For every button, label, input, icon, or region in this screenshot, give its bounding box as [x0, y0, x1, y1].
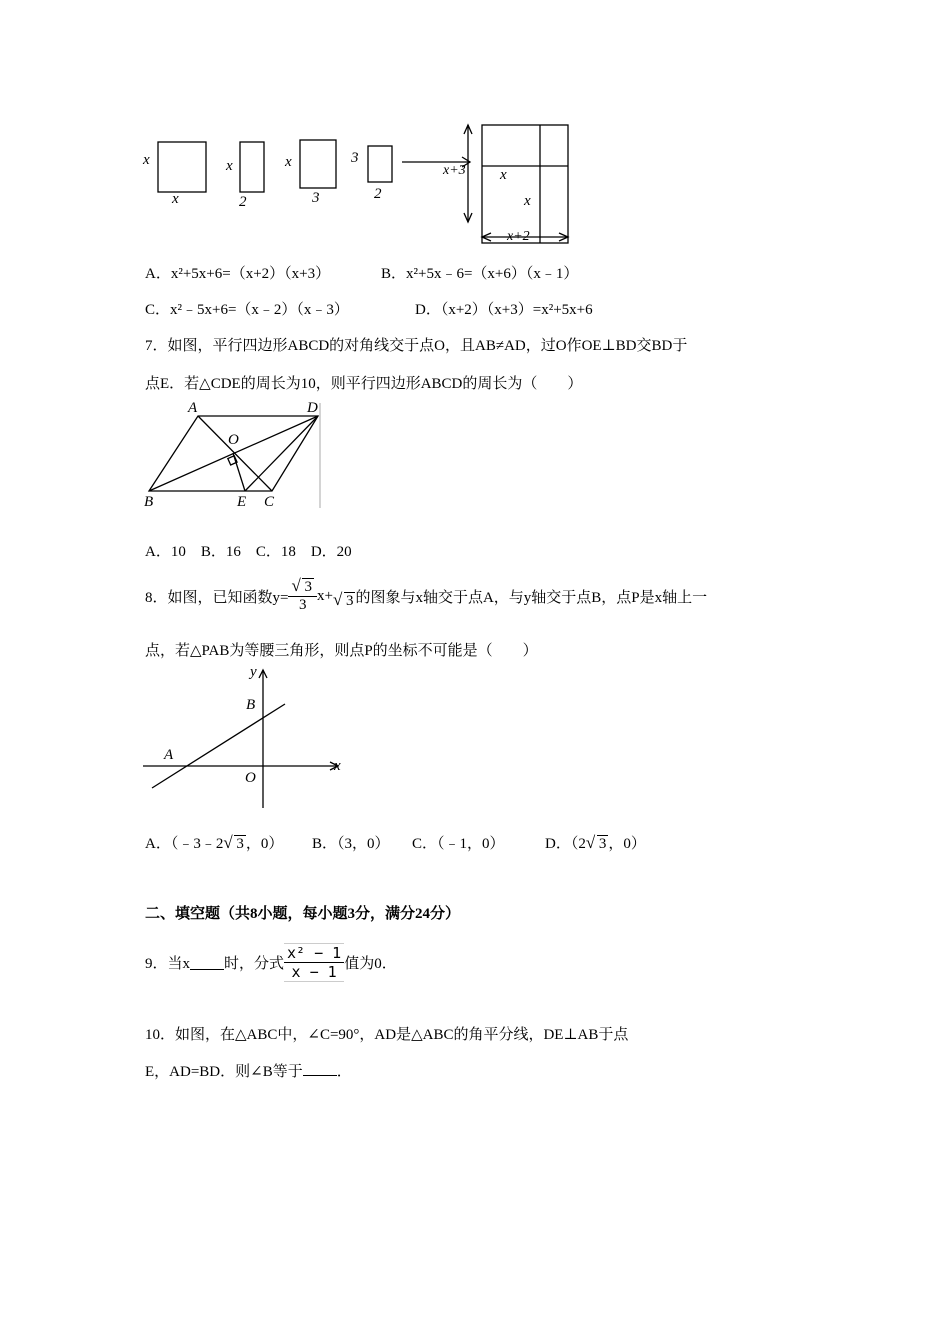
q7-question-line1: 7．如图，平行四边形ABCD的对角线交于点O，且AB≠AD，过O作OE⊥BD交BD于 [145, 338, 688, 354]
q8-label-y: y [250, 664, 257, 680]
q9-mid: 时，分式 [224, 955, 285, 972]
q6-option-b [381, 262, 578, 283]
figure-q7-parallelogram [140, 398, 330, 513]
q8-question-line2: 点，若△PAB为等腰三角形，则点P的坐标不可能是（ ） [145, 643, 538, 659]
q8-option-d-sqrt-value: 3 [598, 836, 607, 852]
q9-question [145, 936, 397, 988]
q6-option-a-label: A． [145, 266, 171, 282]
label-r3-left: x [285, 154, 292, 170]
q8-option-a-post: ，0） [245, 836, 284, 852]
label-inner-x1: x [500, 167, 507, 183]
square-x-by-x [158, 142, 206, 192]
q10-prefix: E，AD=BD．则∠B等于 [145, 1064, 303, 1080]
label-sq1-left: x [143, 152, 150, 168]
q8-option-a [145, 832, 283, 853]
q8-option-a-sqrt-value: 3 [236, 836, 244, 852]
label-r2-left: x [226, 158, 233, 174]
q8-option-a-pre: A．（﹣3﹣2 [145, 836, 224, 852]
figure-q8-line-graph [140, 662, 350, 810]
q8-label-b: B [246, 697, 256, 713]
q8-option-c: C．（﹣1，0） [412, 836, 505, 852]
q8-label-o: O [245, 770, 256, 786]
q8-suffix: 的图象与x轴交于点A，与y轴交于点B，点P是x轴上一 [355, 589, 708, 606]
section2-heading: 二、填空题（共8小题，每小题3分，满分24分） [145, 906, 461, 922]
q9-prefix: 9．当x [145, 955, 191, 972]
q8-frac-den: 3 [298, 596, 307, 613]
q7-label-b: B [144, 494, 154, 510]
q8-option-a-sqrt: √ 3 [223, 833, 244, 852]
big-square [482, 125, 568, 243]
q7-label-o: O [228, 432, 239, 448]
q8-prefix: 8．如图，已知函数y= [145, 589, 289, 606]
q10-question-line1: 10．如图，在△ABC中，∠C=90°，AD是△ABC的角平分线，DE⊥AB于点 [145, 1027, 629, 1043]
q8-option-b: B．（3，0） [312, 836, 390, 852]
q9-frac-num: x² − 1 [284, 944, 344, 963]
label-r4-left: 3 [351, 150, 359, 166]
q6-option-d-label: D． [415, 302, 441, 318]
q7-question-line2: 点E．若△CDE的周长为10，则平行四边形ABCD的周长为（ ） [145, 376, 583, 392]
label-r2-bottom: 2 [239, 194, 247, 210]
q8-mid: x+ [316, 587, 333, 604]
q8-fraction [288, 575, 317, 614]
q8-frac-num: 3 [304, 578, 312, 595]
label-sq1-bottom: x [172, 191, 179, 207]
q7-label-d: D [307, 400, 318, 416]
q10-suffix: ． [336, 1064, 352, 1080]
q8-sqrt: √ 3 [332, 589, 354, 609]
q7-label-c: C [264, 494, 275, 510]
q10-question-line2 [145, 1060, 352, 1081]
q6-option-b-text: x²+5x﹣6=（x+6）（x﹣1） [406, 266, 579, 282]
q7-label-a: A [188, 400, 198, 416]
rect-3-by-2 [368, 146, 392, 182]
rect-x-by-2 [240, 142, 264, 192]
q8-frac-num-sqrt: √ 3 [291, 575, 312, 595]
q9-frac-den: x − 1 [291, 962, 337, 981]
q8-option-d-pre: D．（2 [545, 836, 586, 852]
q8-option-d-post: ，0） [608, 836, 646, 852]
q8-label-a: A [164, 747, 174, 763]
label-r3-bottom: 3 [312, 190, 320, 206]
q6-option-a [145, 262, 330, 283]
q8-option-d [545, 832, 646, 853]
q9-fraction [284, 943, 344, 982]
q8-option-d-sqrt: √ 3 [585, 833, 607, 852]
q7-options: A．10 B．16 C．18 D．20 [145, 544, 352, 560]
label-big-left: x+3 [443, 163, 466, 178]
rect-x-by-3 [300, 140, 336, 188]
q6-option-c-label: C． [145, 302, 171, 318]
q6-option-a-text: x²+5x+6=（x+2）（x+3） [170, 266, 331, 282]
q7-label-e: E [237, 494, 247, 510]
q6-option-c [145, 298, 349, 319]
label-inner-x2: x [524, 193, 531, 209]
q9-answer-blank[interactable] [190, 955, 224, 970]
q6-option-b-label: B． [381, 266, 407, 282]
q6-option-d-text: （x+2）（x+3）=x²+5x+6 [440, 302, 593, 318]
q8-label-x: x [334, 758, 341, 774]
q8-sqrt-value: 3 [345, 592, 354, 609]
q6-option-d [415, 298, 593, 319]
q9-suffix: 值为0． [344, 955, 397, 972]
q6-option-c-text: x²﹣5x+6=（x﹣2）（x﹣3） [170, 302, 349, 318]
label-big-bottom: x+2 [507, 229, 530, 244]
label-r4-bottom: 2 [374, 186, 382, 202]
q8-question-line1 [145, 572, 707, 620]
q10-answer-blank[interactable] [303, 1061, 337, 1076]
